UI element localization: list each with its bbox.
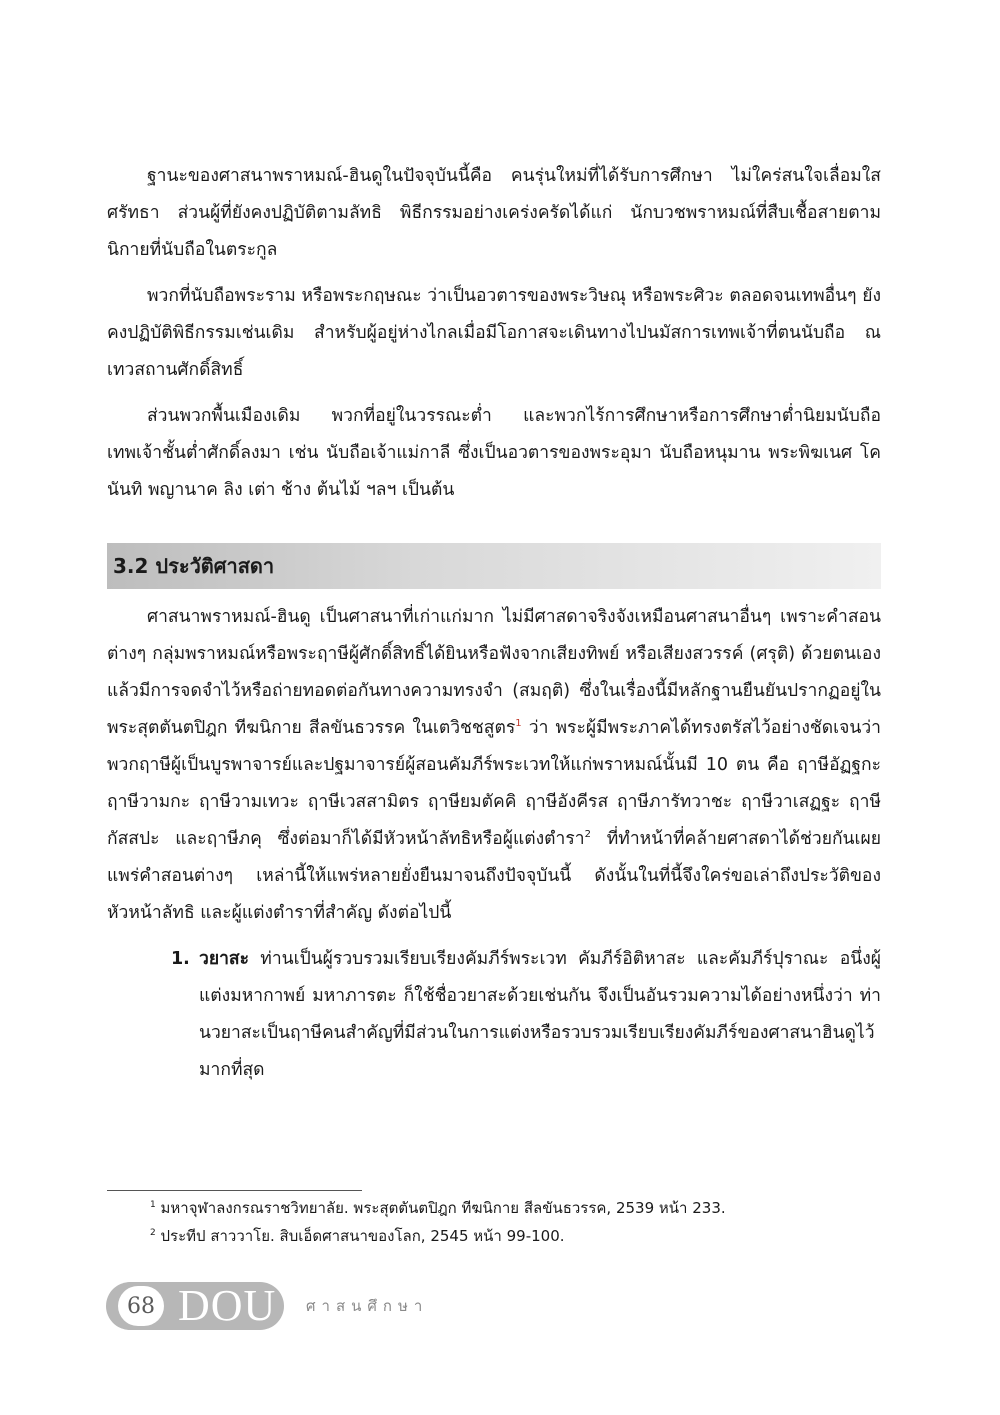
intro-paragraph-2: พวกที่นับถือพระราม หรือพระกฤษณะ ว่าเป็นอวตารของพระวิษณุ หรือพระศิวะ ตลอดจนเทพอื่นๆ ยังคงปฏิบัติพิธีกรรมเช่นเดิม สำหรับผู้อยู่ห่างไกลเมื่อมีโอกาสจะเดินทางไปนมัสการเทพเจ้าที่ตนนับถือ ณ เทวสถานศักดิ์สิทธิ์ xyxy=(107,286,881,380)
footnote-ref-2[interactable]: 2 xyxy=(584,829,591,841)
footnote-2 xyxy=(150,1222,870,1250)
list-item-body xyxy=(199,941,881,1089)
section-paragraph-part2: ว่า พระผู้มีพระภาคได้ทรงตรัสไว้อย่างชัดเจนว่า พวกฤาษีผู้เป็นบูรพาจารย์และปฐมาจารย์ผู้สอนคัมภีร์พระเวทให้แก่พราหมณ์นั้นมี 10 ตน คือ ฤาษีอัฏฐกะ ฤาษีวามกะ ฤาษีวามเทวะ ฤาษีเวสสามิตร ฤาษียมตัคคิ ฤาษีอังคีรส ฤาษีภารัทวาชะ ฤาษีวาเสฏฐะ ฤาษีกัสสปะ และฤาษีภคุ ซึ่งต่อมาก็ได้มีหัวหน้าลัทธิหรือผู้แต่งตำรา xyxy=(107,718,881,849)
footnote-text-1: มหาจุฬาลงกรณราชวิทยาลัย. พระสุตตันตปิฎก ทีฆนิกาย สีลขันธวรรค, 2539 หน้า 233. xyxy=(155,1199,726,1217)
section-heading-bar xyxy=(107,543,881,589)
page-number: 68 xyxy=(118,1286,164,1326)
footnote-ref-1[interactable]: 1 xyxy=(515,718,522,730)
list-item-number: 1. xyxy=(171,949,190,969)
footnotes xyxy=(150,1194,870,1250)
list-item-text: ท่านเป็นผู้รวบรวมเรียบเรียงคัมภีร์พระเวท คัมภีร์อิติหาสะ และคัมภีร์ปุราณะ อนึ่งผู้แต่งมหากาพย์ มหาภารตะ ก็ใช้ชื่อวยาสะด้วยเช่นกัน จึงเป็นอันรวมความได้อย่างหนึ่งว่า ท่านวยาสะเป็นฤาษีคนสำคัญที่มีส่วนในการแต่งหรือรวบรวมเรียบเรียงคัมภีร์ของศาสนาฮินดูไว้มากที่สุด xyxy=(199,949,881,1080)
footnote-mark-2: 2 xyxy=(150,1228,156,1238)
footnote-1 xyxy=(150,1194,870,1222)
dou-logo: DOU xyxy=(178,1281,277,1330)
footnote-divider xyxy=(107,1190,362,1191)
numbered-list xyxy=(107,941,881,1089)
section-title: 3.2 ประวัติศาสดา xyxy=(113,554,275,578)
footnote-text-2: ประทีป สาววาโย. สิบเอ็ดศาสนาของโลก, 2545 หน้า 99-100. xyxy=(155,1227,565,1245)
section-paragraph-part1: ศาสนาพราหมณ์-ฮินดู เป็นศาสนาที่เก่าแก่มาก ไม่มีศาสดาจริงจังเหมือนศาสนาอื่นๆ เพราะคำสอนต่างๆ กลุ่มพราหมณ์หรือพระฤาษีผู้ศักดิ์สิทธิ์ได้ยินหรือฟังจากเสียงทิพย์ หรือเสียงสวรรค์ (ศรุติ) ด้วยตนเอง แล้วมีการจดจำไว้หรือถ่ายทอดต่อกันทางความทรงจำ (สมฤติ) ซึ่งในเรื่องนี้มีหลักฐานยืนยันปรากฏอยู่ในพระสุตตันตปิฎก ทีฆนิกาย สีลขันธวรรค ในเตวิชชสูตร xyxy=(107,607,881,738)
intro-paragraph-1: ฐานะของศาสนาพราหมณ์-ฮินดูในปัจจุบันนี้คือ คนรุ่นใหม่ที่ได้รับการศึกษา ไม่ใคร่สนใจเลื่อมใสศรัทธา ส่วนผู้ที่ยังคงปฏิบัติตามลัทธิ พิธีกรรมอย่างเคร่งครัดได้แก่ นักบวชพราหมณ์ที่สืบเชื้อสายตามนิกายที่นับถือในตระกูล xyxy=(107,166,881,260)
book-title: ศาสนศึกษา xyxy=(306,1297,429,1315)
list-item-term: วยาสะ xyxy=(199,949,249,969)
footer-pill xyxy=(106,1282,284,1330)
intro-paragraph-3: ส่วนพวกพื้นเมืองเดิม พวกที่อยู่ในวรรณะต่ำ และพวกไร้การศึกษาหรือการศึกษาต่ำนิยมนับถือเทพเจ้าชั้นต่ำศักดิ์ลงมา เช่น นับถือเจ้าแม่กาลี ซึ่งเป็นอวตารของพระอุมา นับถือหนุมาน พระพิฆเนศ โคนันทิ พญานาค ลิง เต่า ช้าง ต้นไม้ ฯลฯ เป็นต้น xyxy=(107,406,881,500)
main-content xyxy=(107,158,881,1089)
section-paragraph xyxy=(107,599,881,932)
page-footer xyxy=(106,1281,428,1331)
section-paragraph-part3: ที่ทำหน้าที่คล้ายศาสดาได้ช่วยกันเผยแพร่คำสอนต่างๆ เหล่านี้ให้แพร่หลายยั่งยืนมาจนถึงปัจจุบันนี้ ดังนั้นในที่นี้จึงใคร่ขอเล่าถึงประวัติของหัวหน้าลัทธิ และผู้แต่งตำราที่สำคัญ ดังต่อไปนี้ xyxy=(107,829,882,923)
footnote-mark-1: 1 xyxy=(150,1200,156,1210)
list-item xyxy=(107,941,881,1089)
